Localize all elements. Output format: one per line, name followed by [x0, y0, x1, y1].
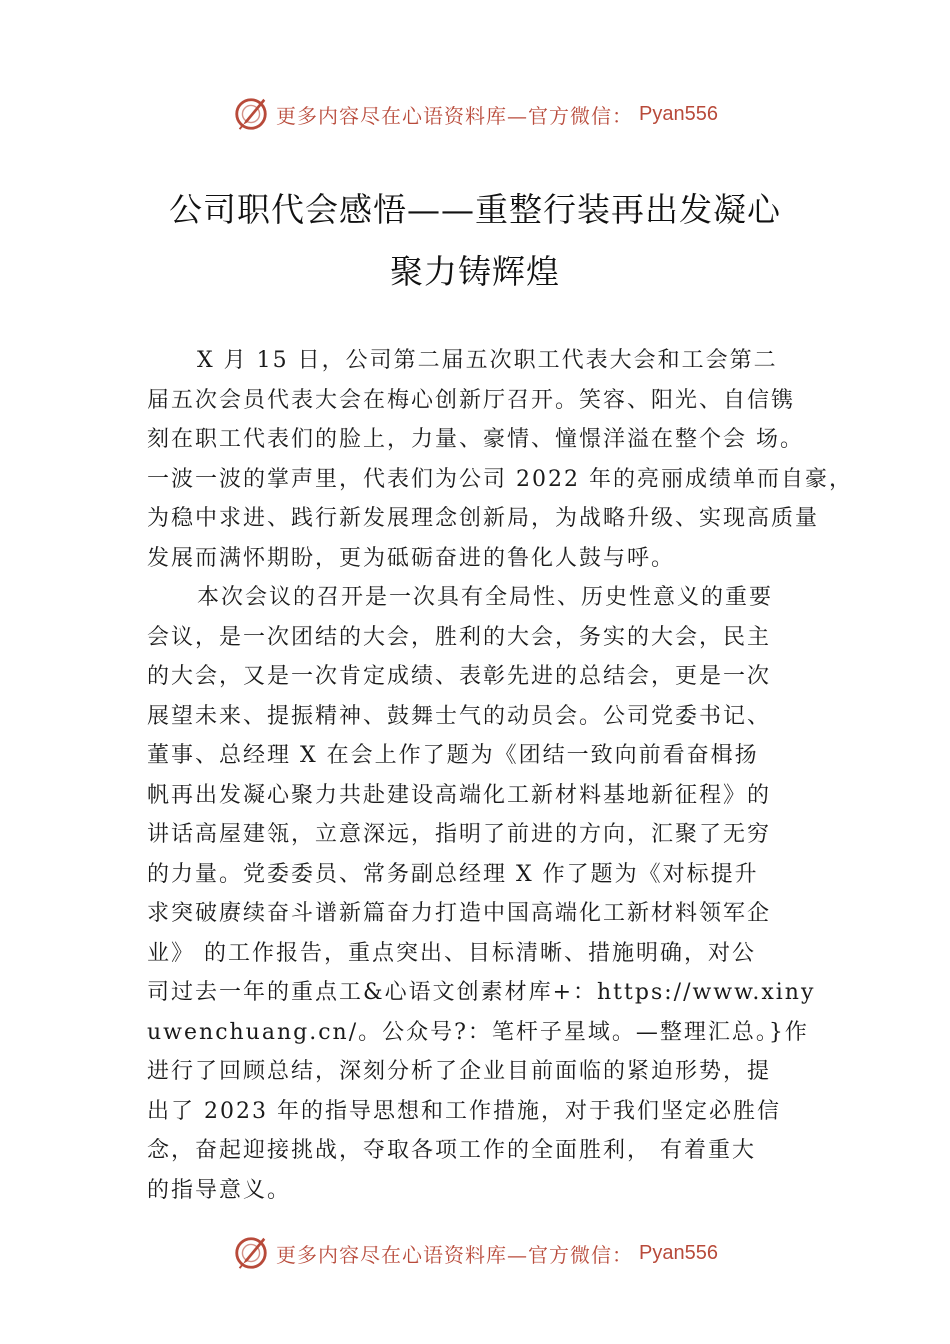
body-line: 业》 的工作报告，重点突出、目标清晰、措施明确，对公 — [147, 940, 756, 966]
body-line: 讲话高屋建瓴，立意深远，指明了前进的方向，汇聚了无穷 — [147, 822, 772, 847]
wechat-id: Pyan556 — [639, 102, 718, 125]
body-line: 念，奋起迎接挑战，夺取各项工作的全面胜利， 有着重大 — [147, 1138, 756, 1163]
document-title-line-1: 公司职代会感悟——重整行装再出发凝心 — [169, 190, 781, 229]
body-line: 帆再出发凝心聚力共赴建设高端化工新材料基地新征程》的 — [147, 782, 772, 808]
body-line: 司过去一年的重点工&心语文创素材库+：https://www.xiny — [147, 980, 816, 1005]
body-line: 一波一波的掌声里，代表们为公司 2022 年的亮丽成绩单而自豪， — [147, 466, 853, 492]
body-line: 的大会，又是一次肯定成绩、表彰先进的总结会，更是一次 — [147, 664, 772, 689]
banner-text: 更多内容尽在心语资料库—官方微信： — [276, 103, 634, 128]
body-line: 为稳中求进、践行新发展理念创新局，为战略升级、实现高质量 — [147, 506, 820, 531]
document-body — [147, 341, 853, 1210]
body-line: X 月 15 日，公司第二届五次职工代表大会和工会第二 — [197, 348, 778, 373]
body-line: 展望未来、提振精神、鼓舞士气的动员会。公司党委书记、 — [147, 703, 772, 729]
wechat-id: Pyan556 — [639, 1241, 718, 1264]
quill-seal-icon — [232, 95, 270, 133]
banner-text: 更多内容尽在心语资料库—官方微信： — [276, 1242, 634, 1267]
body-line: 的力量。党委委员、常务副总经理 X 作了题为《对标提升 — [147, 861, 759, 887]
footer-banner — [0, 1231, 950, 1275]
quill-seal-icon — [232, 1234, 270, 1272]
body-line: 的指导意义。 — [147, 1177, 292, 1203]
body-line: 进行了回顾总结，深刻分析了企业目前面临的紧迫形势，提 — [147, 1059, 772, 1084]
body-line: 会议，是一次团结的大会，胜利的大会，务实的大会，民主 — [147, 624, 772, 650]
body-line: 出了 2023 年的指导思想和工作措施，对于我们坚定必胜信 — [147, 1098, 781, 1124]
body-line: 刻在职工代表们的脸上，力量、豪情、憧憬洋溢在整个会 场。 — [147, 427, 804, 452]
body-line: uwenchuang.cn/。公众号?：笔杆子星域。—整理汇总。}作 — [147, 1019, 809, 1045]
body-line: 发展而满怀期盼，更为砥砺奋进的鲁化人鼓与呼。 — [147, 545, 676, 571]
document-title-line-2: 聚力铸辉煌 — [390, 252, 560, 291]
body-line: 求突破赓续奋斗谱新篇奋力打造中国高端化工新材料领军企 — [147, 901, 772, 926]
body-line: 本次会议的召开是一次具有全局性、历史性意义的重要 — [197, 585, 774, 610]
header-banner — [0, 92, 950, 136]
body-line: 董事、总经理 X 在会上作了题为《团结一致向前看奋楫扬 — [147, 743, 759, 768]
body-line: 届五次会员代表大会在梅心创新厅召开。笑容、阳光、自信镌 — [147, 387, 796, 413]
